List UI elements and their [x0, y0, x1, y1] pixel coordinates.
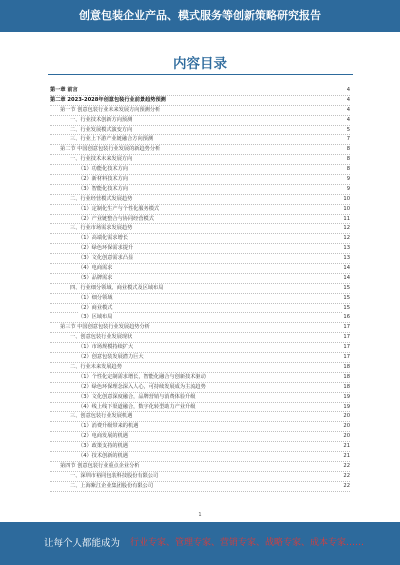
toc-entry-page: 9 [346, 176, 350, 183]
toc-entry-page: 12 [343, 235, 350, 242]
toc-entry[interactable] [50, 145, 350, 155]
toc-entry-page: 8 [346, 156, 350, 163]
toc-entry-text: （4）技术创新的机遇 [78, 452, 128, 459]
toc-entry[interactable] [50, 284, 350, 294]
toc-entry-text: （2）绿色环保需求提升 [78, 245, 134, 252]
toc-entry-page: 18 [343, 383, 350, 390]
toc-entry-page: 4 [346, 106, 350, 113]
toc-entry[interactable] [50, 195, 350, 205]
toc-entry-text: （3）智能化技术方向 [78, 185, 128, 192]
toc-entry[interactable] [50, 86, 350, 96]
toc-entry[interactable] [50, 422, 350, 432]
toc-entry[interactable] [50, 185, 350, 195]
toc-entry-page: 20 [343, 413, 350, 420]
toc-entry-page: 15 [343, 294, 350, 301]
footer-slogan: 让每个人都能成为 [44, 538, 121, 549]
toc-entry[interactable] [50, 462, 350, 472]
toc-entry-page: 14 [343, 274, 350, 281]
toc-entry-text: 第一章 前言 [50, 87, 78, 93]
toc-entry[interactable] [50, 393, 350, 403]
toc-entry-page: 7 [346, 136, 350, 143]
toc-entry-page: 20 [343, 423, 350, 430]
toc-entry-page: 4 [346, 116, 350, 123]
report-header-bar [0, 0, 400, 32]
toc-entry[interactable] [50, 482, 350, 492]
toc-entry-page: 17 [343, 344, 350, 351]
toc-entry-page: 14 [343, 265, 350, 272]
toc-entry-page: 22 [343, 472, 350, 479]
toc-entry[interactable] [50, 442, 350, 452]
toc-entry[interactable] [50, 116, 350, 126]
toc-entry[interactable] [50, 234, 350, 244]
toc-entry[interactable] [50, 224, 350, 234]
toc-entry-page: 10 [343, 195, 350, 202]
toc-entry-page: 22 [343, 482, 350, 489]
toc-entry-text: （2）商业模式 [78, 304, 113, 311]
toc-entry-text: （3）政策支持的机遇 [78, 443, 128, 450]
toc-entry[interactable] [50, 244, 350, 254]
toc-entry[interactable] [50, 432, 350, 442]
toc-entry-page: 18 [343, 363, 350, 370]
toc-entry-text: （2）新材料技术方向 [78, 176, 128, 183]
toc-entry[interactable] [50, 373, 350, 383]
toc-entry[interactable] [50, 165, 350, 175]
toc-entry-page: 8 [346, 166, 350, 173]
toc-entry[interactable] [50, 353, 350, 363]
toc-entry[interactable] [50, 274, 350, 284]
toc-entry-text: 一、行业技术创新方向预测 [70, 116, 133, 123]
toc-entry[interactable] [50, 215, 350, 225]
toc-entry-text: 二、行业经营模式发展趋势 [70, 195, 133, 202]
toc-entry-text: 三、行业上下游产业链融合方向预测 [70, 136, 154, 143]
toc-entry-text: （2）创意包装发展潜力巨大 [78, 354, 144, 361]
toc-entry-text: 一、行业技术未来发展方向 [70, 156, 133, 163]
toc-entry-page: 4 [346, 96, 350, 103]
toc-entry[interactable] [50, 135, 350, 145]
toc-entry-page: 18 [343, 373, 350, 380]
toc-entry-page: 11 [343, 215, 350, 222]
toc-entry[interactable] [50, 383, 350, 393]
toc-entry-text: 四、行业细分领域、商业模式及区域布局 [70, 284, 164, 291]
toc-entry-text: （3）区域布局 [78, 314, 113, 321]
toc-entry-page: 19 [343, 403, 350, 410]
toc-entry-text: （2）电商发展的机遇 [78, 433, 128, 440]
toc-entry-text: （1）定制化生产与个性化服务模式 [78, 205, 160, 212]
toc-entry[interactable] [50, 264, 350, 274]
toc-entry[interactable] [50, 304, 350, 314]
toc-entry-text: （1）功能化技术方向 [78, 166, 128, 173]
toc-entry-page: 17 [343, 334, 350, 341]
toc-entry-text: （1）消费升级带来的机遇 [78, 423, 139, 430]
toc-entry-text: 第一节 创意包装行业未来发展方向预测分析 [60, 106, 161, 113]
toc-entry-page: 19 [343, 393, 350, 400]
toc-entry[interactable] [50, 294, 350, 304]
toc-entry[interactable] [50, 333, 350, 343]
toc-entry-text: 第四节 创意包装行业重点企业分析 [60, 462, 140, 469]
toc-entry[interactable] [50, 323, 350, 333]
footer-banner [0, 522, 400, 565]
toc-entry-page: 21 [343, 443, 350, 450]
toc-entry-page: 15 [343, 304, 350, 311]
toc-entry-text: 第二章 2023-2028年创意包装行业前景趋势预测 [50, 96, 166, 103]
toc-entry[interactable] [50, 343, 350, 353]
toc-entry-text: 三、创意包装行业发展机遇 [70, 413, 133, 420]
toc-entry-text: （5）品牌需求 [78, 274, 113, 281]
toc-entry[interactable] [50, 472, 350, 482]
toc-entry[interactable] [50, 254, 350, 264]
toc-entry-page: 15 [343, 284, 350, 291]
toc-entry-text: （4）电商需求 [78, 265, 113, 272]
toc-entry[interactable] [50, 313, 350, 323]
toc-entry[interactable] [50, 403, 350, 413]
toc-entry-text: （3）文化创意需求凸显 [78, 255, 134, 262]
toc-entry-text: 一、创意包装行业发展现状 [70, 334, 133, 341]
toc-entry-page: 12 [343, 225, 350, 232]
toc-entry[interactable] [50, 106, 350, 116]
toc-entry-text: 第三节 中国创意包装行业发展趋势分析 [60, 324, 150, 331]
toc-entry-page: 22 [343, 462, 350, 469]
toc-entry-text: （2）产业链整合与协同经营模式 [78, 215, 154, 222]
toc-entry-text: 第二节 中国创意包装行业发展的新趋势分析 [60, 146, 161, 153]
toc-entry-text: 一、深圳市裕同包装科技股份有限公司 [70, 472, 159, 479]
toc-entry-page: 13 [343, 255, 350, 262]
toc-entry[interactable] [50, 412, 350, 422]
footer-expert-list: 行业专家、管理专家、营销专家、战略专家、成本专家…… [130, 538, 365, 548]
toc-entry-page: 5 [346, 126, 350, 133]
toc-entry-text: （1）个性化定制需求增长，智能化融合与创新技术驱动 [78, 373, 206, 380]
toc-entry-page: 17 [343, 324, 350, 331]
toc-entry[interactable] [50, 155, 350, 165]
toc-entry[interactable] [50, 363, 350, 373]
toc-entry-page: 13 [343, 245, 350, 252]
toc-entry-text: （1）市场规模持续扩大 [78, 344, 134, 351]
toc-entry-text: （4）线上线下渠道融合，数字化转型助力产业升级 [78, 403, 196, 410]
toc-entry-page: 17 [343, 354, 350, 361]
table-of-contents [50, 86, 350, 492]
toc-entry-page: 4 [346, 87, 350, 93]
page-number: 1 [198, 512, 202, 518]
toc-entry-text: （1）高端化需求增长 [78, 235, 128, 242]
title-divider [48, 74, 353, 75]
toc-entry[interactable] [50, 175, 350, 185]
toc-entry-text: 二、行业发展模式演变方向 [70, 126, 133, 133]
toc-entry-text: （3）文化创意深度融合，品牌营销与消费体验升级 [78, 393, 196, 400]
toc-entry-page: 21 [343, 452, 350, 459]
toc-entry-page: 10 [343, 205, 350, 212]
toc-entry[interactable] [50, 452, 350, 462]
toc-title: 内容目录 [173, 56, 227, 72]
toc-entry-page: 16 [343, 314, 350, 321]
toc-entry-text: 二、行业未来发展趋势 [70, 363, 122, 370]
toc-entry-page: 9 [346, 185, 350, 192]
toc-entry[interactable] [50, 126, 350, 136]
toc-entry-text: （1）细分领域 [78, 294, 113, 301]
toc-entry-text: 二、上海紫江企业集团股份有限公司 [70, 482, 154, 489]
toc-entry[interactable] [50, 96, 350, 106]
toc-entry-page: 8 [346, 146, 350, 153]
report-header-title: 创意包装企业产品、模式服务等创新策略研究报告 [79, 9, 321, 22]
toc-entry-text: （2）绿色环保理念深入人心，可持续发展成为主流趋势 [78, 383, 206, 390]
toc-entry-text: 三、行业市场需求发展趋势 [70, 225, 133, 232]
toc-entry[interactable] [50, 205, 350, 215]
toc-entry-page: 20 [343, 433, 350, 440]
